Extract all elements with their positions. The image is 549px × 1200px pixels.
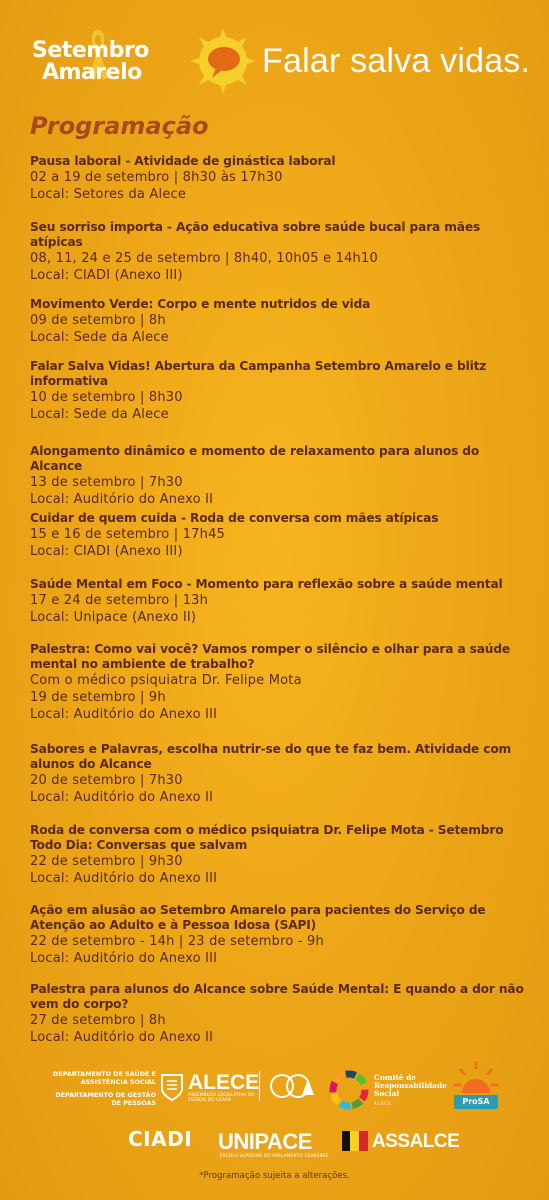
setembro-amarelo-logo (32, 32, 182, 92)
event-title: Palestra para alunos do Alcance sobre Saúde Mental: E quando a dor não (30, 982, 524, 996)
list-item (30, 982, 535, 1046)
event-title-cont: informativa (30, 374, 108, 388)
assalce-flag-icon (342, 1131, 368, 1151)
event-location: Local: CIADI (Anexo III) (30, 544, 183, 559)
event-location: Local: Unipace (Anexo II) (30, 610, 197, 625)
departments-label (44, 1071, 156, 1113)
event-location: Local: Auditório do Anexo II (30, 790, 214, 805)
comite-subtitle: ALECE (374, 1101, 392, 1106)
comite-line-1: Comitê de (374, 1073, 416, 1082)
alece-crest-icon (160, 1073, 184, 1101)
assalce-logo-text: ASSALCE (372, 1131, 460, 1152)
event-title-cont: atípicas (30, 235, 83, 249)
event-date: 08, 11, 24 e 25 de setembro | 8h40, 10h05 e 14h10 (30, 251, 378, 266)
list-item (30, 359, 535, 423)
comite-logo-text (374, 1074, 447, 1098)
event-title: Cuidar de quem cuida - Roda de conversa com mães atípicas (30, 511, 439, 525)
comite-line-3: Social (374, 1089, 400, 1098)
event-title-cont: mental no ambiente de trabalho? (30, 657, 255, 671)
event-location: Local: Auditório do Anexo II (30, 1030, 214, 1045)
event-date: 19 de setembro | 9h (30, 690, 166, 705)
ciadi-logo-text: CIADI (128, 1127, 193, 1151)
event-title: Saúde Mental em Foco - Momento para reflexão sobre a saúde mental (30, 577, 503, 591)
dept-gestao: DEPARTAMENTO DE GESTÃO DE PESSOAS (55, 1091, 156, 1107)
list-item (30, 297, 535, 346)
list-item (30, 154, 535, 203)
event-date: 17 e 24 de setembro | 13h (30, 593, 209, 608)
event-date: 15 e 16 de setembro | 17h45 (30, 527, 226, 542)
event-title: Ação em alusão ao Setembro Amarelo para pacientes do Serviço de (30, 903, 486, 917)
footer-logos (0, 1055, 549, 1200)
list-item (30, 823, 535, 887)
sun-speech-bubble-icon (190, 28, 256, 94)
event-title: Movimento Verde: Corpo e mente nutridos de vida (30, 297, 371, 311)
event-title-cont: vem do corpo? (30, 997, 129, 1011)
list-item (30, 577, 535, 626)
comite-line-2: Responsabilidade (374, 1081, 447, 1090)
event-location: Local: Auditório do Anexo II (30, 492, 214, 507)
unipace-subtitle: ESCOLA SUPERIOR DO PARLAMENTO CEARENSE (220, 1153, 329, 1158)
event-location: Local: CIADI (Anexo III) (30, 268, 183, 283)
list-item (30, 642, 535, 723)
event-date: 13 de setembro | 7h30 (30, 475, 183, 490)
alece-subtitle: ASSEMBLEIA LEGISLATIVA DO ESTADO DO CEARÁ (188, 1093, 255, 1103)
event-title: Alongamento dinâmico e momento de relaxamento para alunos do Alcance (30, 444, 480, 473)
event-title-cont: alunos do Alcance (30, 757, 152, 771)
list-item (30, 511, 535, 560)
event-date: 02 a 19 de setembro | 8h30 às 17h30 (30, 170, 283, 185)
sdg-wheel-icon (328, 1069, 370, 1111)
event-speaker: Com o médico psiquiatra Dr. Felipe Mota (30, 673, 302, 688)
disclaimer-note: *Programação sujeita a alterações. (199, 1171, 350, 1181)
brand-line-1: Setembro (32, 38, 149, 63)
event-title: Seu sorriso importa - Ação educativa sobre saúde bucal para mães (30, 220, 481, 234)
dept-saude: DEPARTAMENTO DE SAÚDE E ASSISTÊNCIA SOCIAL (53, 1070, 156, 1086)
event-title-cont: Atenção ao Adulto e à Pessoa Idosa (SAPI) (30, 918, 317, 932)
brand-line-2: Amarelo (42, 60, 142, 85)
event-location: Local: Auditório do Anexo III (30, 951, 218, 966)
list-item (30, 220, 535, 284)
event-title: Roda de conversa com o médico psiquiatra Dr. Felipe Mota - Setembro (30, 823, 504, 837)
event-title: Pausa laboral - Atividade de ginástica laboral (30, 154, 336, 168)
event-title: Palestra: Como vai você? Vamos romper o silêncio e olhar para a saúde (30, 642, 511, 656)
alece-logo-text: ALECE (188, 1071, 260, 1094)
anniversary-logo-icon (266, 1071, 316, 1101)
event-date: 20 de setembro | 7h30 (30, 773, 183, 788)
event-date: 27 de setembro | 8h (30, 1013, 166, 1028)
event-date: 22 de setembro - 14h | 23 de setembro - 9h (30, 934, 324, 949)
event-date: 10 de setembro | 8h30 (30, 390, 183, 405)
divider (259, 1071, 260, 1101)
tagline: Falar salva vidas. (262, 42, 531, 80)
event-location: Local: Auditório do Anexo III (30, 871, 218, 886)
event-date: 09 de setembro | 8h (30, 313, 166, 328)
event-title: Sabores e Palavras, escolha nutrir-se do que te faz bem. Atividade com (30, 742, 512, 756)
header (0, 20, 549, 100)
event-date: 22 de setembro | 9h30 (30, 854, 183, 869)
event-location: Local: Setores da Alece (30, 187, 187, 202)
list-item (30, 444, 535, 508)
page-title: Programação (30, 112, 209, 140)
event-title: Falar Salva Vidas! Abertura da Campanha Setembro Amarelo e blitz (30, 359, 487, 373)
event-location: Local: Sede da Alece (30, 407, 169, 422)
list-item (30, 742, 535, 806)
event-location: Local: Auditório do Anexo III (30, 707, 218, 722)
event-title-cont: Todo Dia: Conversas que salvam (30, 838, 248, 852)
event-location: Local: Sede da Alece (30, 330, 169, 345)
list-item (30, 903, 535, 967)
prosa-logo-text: ProSA (454, 1095, 498, 1109)
unipace-logo-text: UNIPACE (218, 1129, 312, 1154)
